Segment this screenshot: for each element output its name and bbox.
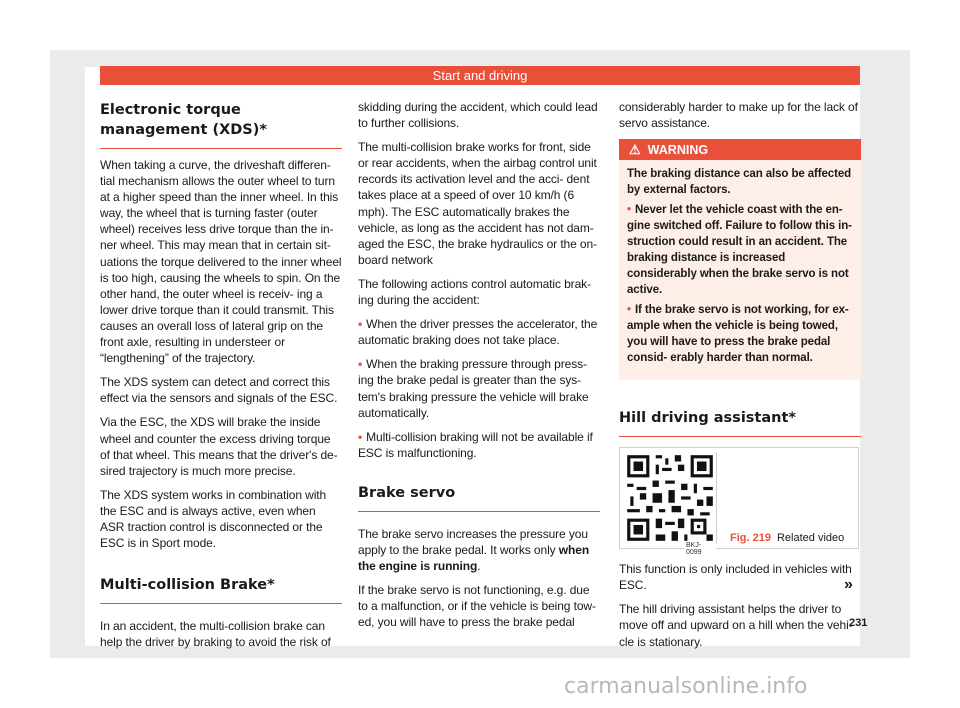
bullet-item: • When the driver presses the accelerator, the automatic braking does not take place. [358,317,598,348]
bullet-icon: • [627,304,631,317]
figure-caption-text: Related video [776,532,845,545]
figure-video [619,447,859,557]
paragraph: Via the ESC, the XDS will brake the inside wheel and counter the excess driving torque of that wheel. This means that the driver's de- sired trajectory is much more precise. [100,415,338,478]
watermark: carmanualsonline.info [564,674,808,699]
paragraph: The multi-collision brake works for front, side or rear accidents, when the airbag control unit records its activation level and the acci- dent takes place at a speed of over 10 km/h (6 mph). The ESC automatically brakes the vehicle, as long as the accident has not dam- aged the ESC, the brake hydraulics or the on- board network [358,140,597,267]
paragraph: When taking a curve, the driveshaft differen- tial mechanism allows the outer wheel to turn at a higher speed than the inner wheel. In this way, the wheel that is turning faster (outer wheel) receives less drive torque than the in- ner wheel. This may mean that in certain sit- uations the torque delivered to the inner wheel is too high, causing the wheels to spin. On the other hand, the outer wheel is receiv- ing a lower drive torque than it could transmit. This causes an overall loss of lateral grip on the front axle, resulting in understeer or “lengthening” of the trajectory. [100,158,342,366]
paragraph: If the brake servo is not functioning, e.g. due to a malfunction, or if the vehicle is being tow- ed, you will have to press the brake pedal [358,583,596,630]
warning-text: The braking distance can also be affected by external factors. [627,168,852,197]
paragraph: This function is only included in vehicles with ESC. [619,562,852,593]
heading-multi-collision-brake: Multi-collision Brake* [100,571,342,604]
paragraph: The following actions control automatic brak- ing during the accident: [358,276,591,308]
paragraph: skidding during the accident, which could lead to further collisions. [358,100,598,131]
paragraph: The brake servo increases the pressure you apply to the brake pedal. It works only when the engine is running. [358,526,590,574]
paragraph: The hill driving assistant helps the driver to move off and upward on a hill when the vehi- cle is stationary. [619,602,853,649]
heading-brake-servo: Brake servo [358,479,600,512]
bullet-item: • Multi-collision braking will not be available if ESC is malfunctioning. [358,429,593,460]
continue-mark: » [844,576,853,593]
heading-hill-driving-assistant: Hill driving assistant* [619,404,861,437]
bullet-icon: • [358,429,363,444]
warning-header: ⚠ WARNING [619,139,861,160]
column-3 [619,99,861,658]
qr-code-image[interactable] [624,452,717,557]
paragraph: The XDS system works in combination with the ESC and is always active, even when ASR traction control is disconnected or the ESC is in Sport mode. [100,487,327,551]
heading-xds: Electronic torque management (XDS)* [100,96,342,149]
paragraph: considerably harder to make up for the lack of servo assistance. [619,100,858,131]
figure-caption [730,532,844,544]
paragraph: In an accident, the multi-collision brake can help the driver by braking to avoid the risk of [100,619,331,650]
bullet-icon: • [358,357,363,372]
bullet-item: • When the braking pressure through press- ing the brake pedal is greater than the sys- tem's braking pressure the vehicle will brake automatically. [358,357,589,420]
warning-box [619,139,861,380]
column-2 [358,99,600,638]
qr-code-label: BKJ-0099 [684,542,716,556]
warning-triangle-icon: ⚠ [629,142,641,158]
figure-number: Fig. 219 [730,532,771,545]
warning-bullet: • Never let the vehicle coast with the en- gine switched off. Failure to follow this in- struction could result in an accident. The braking distance is increased considerably when the brake servo is not active. [627,204,852,297]
bullet-icon: • [358,317,363,332]
column-1 [100,96,342,658]
bullet-icon: • [627,204,631,217]
warning-bullet: • If the brake servo is not working, for ex- ample when the vehicle is being towed, you will have to press the brake pedal consid- erably harder than normal. [627,304,849,365]
qr-code-icon [624,452,716,544]
page-number: 231 [849,617,868,629]
paragraph: The XDS system can detect and correct this effect via the sensors and signals of the ESC. [100,375,338,406]
chapter-header: Start and driving [100,66,860,85]
